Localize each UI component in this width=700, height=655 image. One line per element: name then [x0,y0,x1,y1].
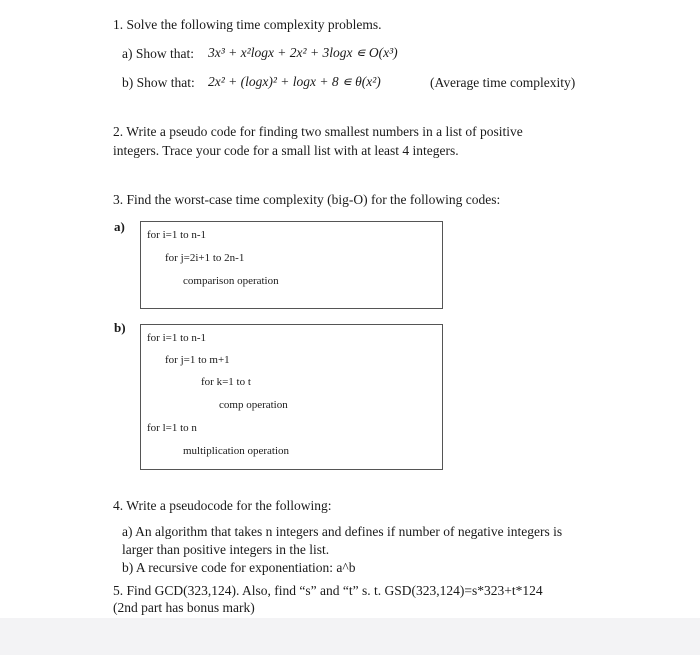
q3b-label: b) [114,320,126,335]
q1b-expression: 2x² + (logx)² + logx + 8 ∊ θ(x²) [208,74,381,89]
q3a-label: a) [114,219,125,234]
code-line: comparison operation [183,275,279,287]
q2-line-2: integers. Trace your code for a small list with at least 4 integers. [113,143,459,158]
q5-line-2: (2nd part has bonus mark) [113,600,255,615]
code-line: for i=1 to n-1 [147,229,207,241]
code-line: for j=1 to m+1 [165,354,230,366]
q1b-label: b) Show that: [122,75,195,90]
code-line: for l=1 to n [147,422,197,434]
code-line: multiplication operation [183,445,290,457]
q4a-line-1: a) An algorithm that takes n integers and defines if number of negative integers is [122,524,563,539]
q1a-label: a) Show that: [122,46,194,61]
code-line: for k=1 to t [201,376,251,388]
q1a-expression: 3x³ + x²logx + 2x² + 3logx ∊ O(x³) [208,45,398,60]
q3-title: 3. Find the worst-case time complexity (big-O) for the following codes: [113,192,501,207]
q1-title: 1. Solve the following time complexity problems. [113,17,382,32]
code-box-b [140,324,443,470]
code-box-a [140,221,443,309]
q2-line-1: 2. Write a pseudo code for finding two smallest numbers in a list of positive [113,124,523,139]
q4b-line: b) A recursive code for exponentiation: a^b [122,560,356,575]
q4-title: 4. Write a pseudocode for the following: [113,498,332,513]
code-line: for j=2i+1 to 2n-1 [165,252,245,264]
code-line: for i=1 to n-1 [147,332,207,344]
q5-line-1: 5. Find GCD(323,124). Also, find “s” and “t” s. t. GSD(323,124)=s*323+t*124 [113,583,543,598]
q1b-note: (Average time complexity) [430,75,576,90]
q4a-line-2: larger than positive integers in the list. [122,542,330,557]
code-line: comp operation [219,399,288,411]
